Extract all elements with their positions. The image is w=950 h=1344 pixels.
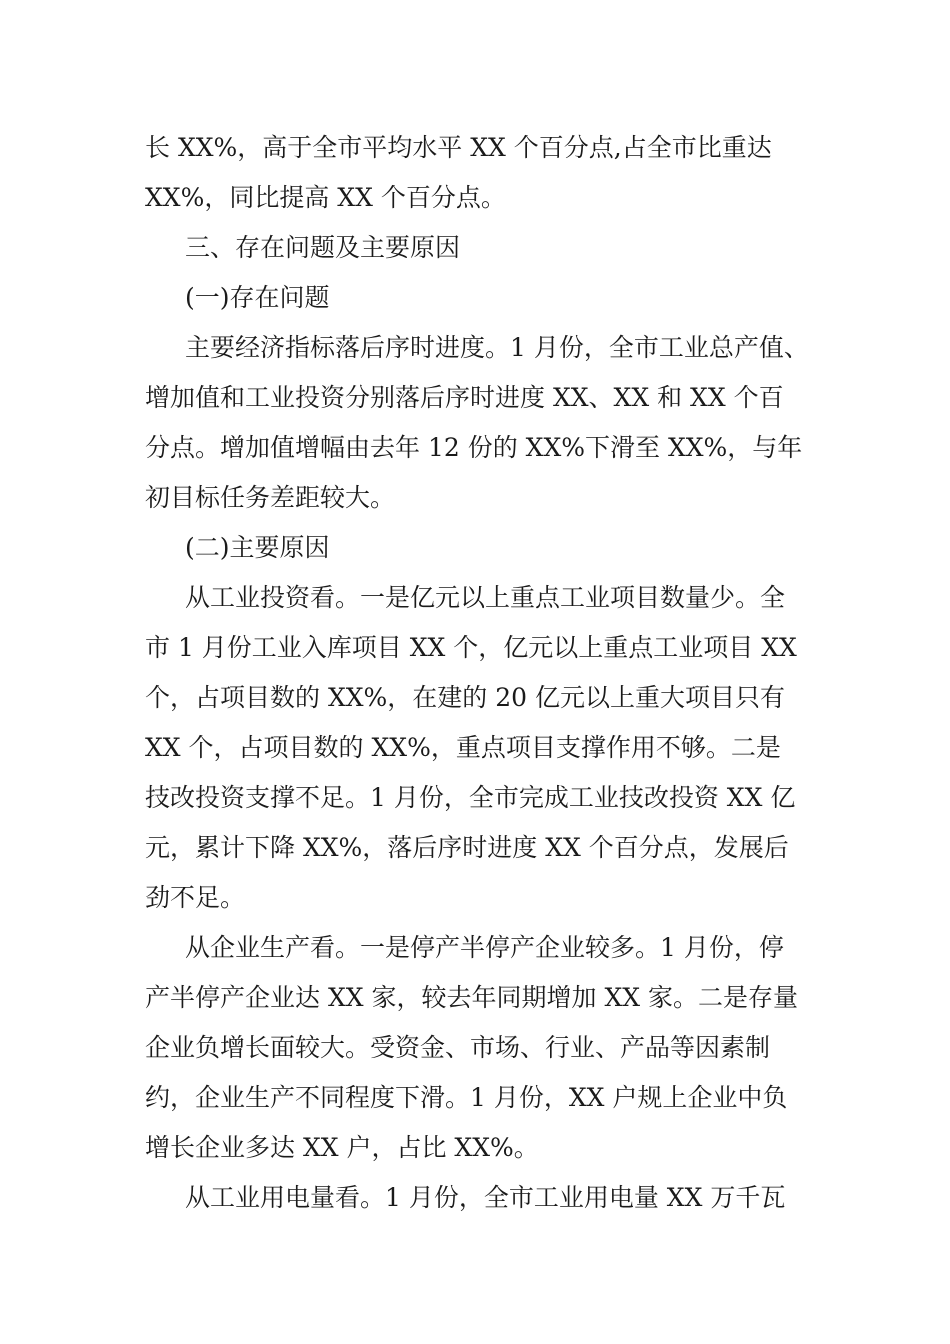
body-text-line: 长 XX%，高于全市平均水平 XX 个百分点,占全市比重达: [145, 133, 772, 162]
paragraph-first-line: 从企业生产看。一是停产半停产企业较多。1 月份，停: [185, 933, 784, 962]
paragraph-first-line: 从工业投资看。一是亿元以上重点工业项目数量少。全: [185, 583, 786, 612]
body-text-line: 元，累计下降 XX%，落后序时进度 XX 个百分点，发展后: [145, 833, 789, 862]
body-text-line: 市 1 月份工业入库项目 XX 个，亿元以上重点工业项目 XX: [145, 633, 797, 662]
body-text-line: 增长企业多达 XX 户，占比 XX%。: [145, 1133, 539, 1162]
body-text-line: 初目标任务差距较大。: [145, 483, 396, 512]
body-text-line: 增加值和工业投资分别落后序时进度 XX、XX 和 XX 个百: [145, 383, 784, 412]
paragraph-first-line: 主要经济指标落后序时进度。1 月份，全市工业总产值、: [185, 333, 809, 362]
body-text-line: 分点。增加值增幅由去年 12 份的 XX%下滑至 XX%，与年: [145, 433, 803, 462]
document-body: [145, 123, 835, 1223]
body-text-line: XX 个，占项目数的 XX%，重点项目支撑作用不够。二是: [145, 733, 781, 762]
paragraph-first-line: 从工业用电量看。1 月份，全市工业用电量 XX 万千瓦: [185, 1183, 786, 1212]
body-text-line: 劲不足。: [145, 883, 246, 912]
subsection-heading: (二)主要原因: [185, 533, 330, 562]
body-text-line: 约，企业生产不同程度下滑。1 月份，XX 户规上企业中负: [145, 1083, 788, 1112]
subsection-heading: (一)存在问题: [185, 283, 330, 312]
body-text-line: 技改投资支撑不足。1 月份，全市完成工业技改投资 XX 亿: [145, 783, 796, 812]
section-heading: 三、存在问题及主要原因: [185, 233, 461, 262]
body-text-line: 产半停产企业达 XX 家，较去年同期增加 XX 家。二是存量: [145, 983, 798, 1012]
body-text-line: 个，占项目数的 XX%，在建的 20 亿元以上重大项目只有: [145, 683, 786, 712]
body-text-line: XX%，同比提高 XX 个百分点。: [145, 183, 506, 212]
body-text-line: 企业负增长面较大。受资金、市场、行业、产品等因素制: [145, 1033, 771, 1062]
